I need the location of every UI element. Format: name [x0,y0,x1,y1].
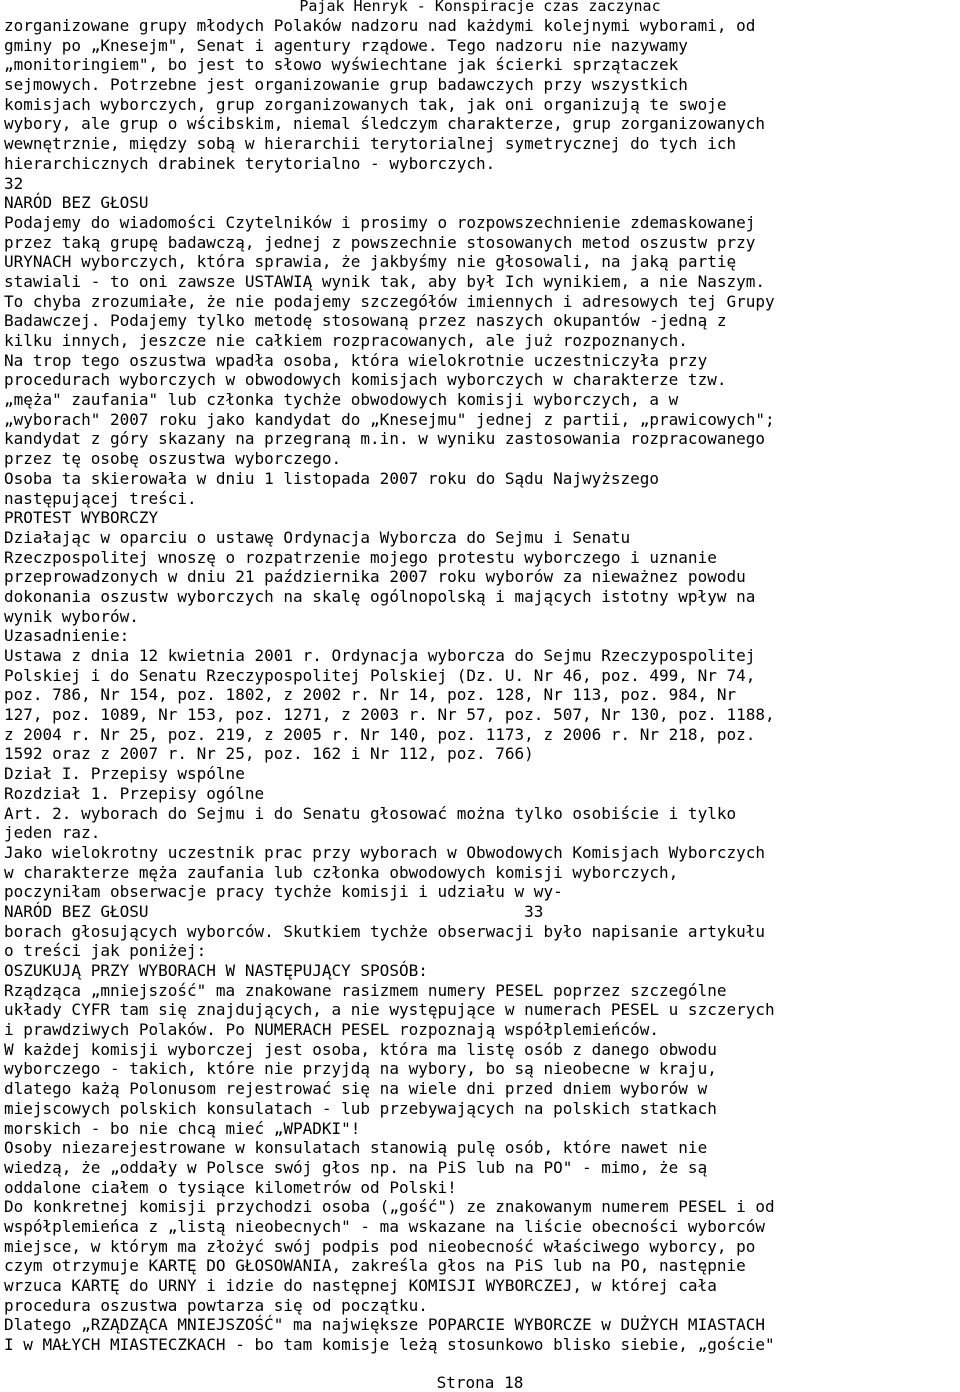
running-title: NARÓD BEZ GŁOSU [4,193,149,213]
text-line: borach głosujących wyborców. Skutkiem tychże obserwacji było napisanie artykułu [4,921,765,941]
text-line [4,1355,956,1375]
text-line: wiedzą, że „oddały w Polsce swój głos np. na PiS lub na PO" - mimo, że są [4,1157,708,1177]
text-line: 127, poz. 1089, Nr 153, poz. 1271, z 2003 r. Nr 57, poz. 507, Nr 130, poz. 1188, [4,705,775,725]
text-line: Rządząca „mniejszość" ma znakowane rasizmem numery PESEL poprzez szczególne [4,980,727,1000]
text-line: kandydat z góry skazany na przegraną m.in. w wyniku zastosowania rozpracowanego [4,429,765,449]
text-line: procedurach wyborczych w obwodowych komisjach wyborczych w charakterze tzw. [4,370,727,390]
text-line: o treści jak poniżej: [4,941,207,961]
text-line: następującej treści. [4,488,197,508]
text-line: „wyborach" 2007 roku jako kandydat do „Knesejmu" jednej z partii, „prawicowych"; [4,409,775,429]
text-line: Art. 2. wyborach do Sejmu i do Senatu głosować można tylko osobiście i tylko [4,803,737,823]
text-line: Osoby niezarejestrowane w konsulatach stanowią pulę osób, które nawet nie [4,1138,708,1158]
text-line: Dlatego „RZĄDZĄCA MNIEJSZOŚĆ" ma największe POPARCIE WYBORCZE w DUŻYCH MIASTACH [4,1315,765,1335]
text-line: wyborczego - takich, które nie przyjdą na wybory, bo są nieobecne w kraju, [4,1059,717,1079]
text-line: miejsce, w którym ma złożyć swój podpis pod nieobecność właściwego wyborcy, po [4,1236,756,1256]
text-line: przez tę osobę oszustwa wyborczego. [4,449,342,469]
text-line: komisjach wyborczych, grup zorganizowanych tak, jak oni organizują te swoje [4,94,727,114]
text-line: przez taką grupę badawczą, jednej z powszechnie stosowanych metod oszustw przy [4,232,756,252]
text-line: „monitoringiem", bo jest to słowo wyświechtane jak ścierki sprzątaczek [4,55,679,75]
text-line: URYNACH wyborczych, która sprawia, że jakbyśmy nie głosowali, na jaką partię [4,252,737,272]
text-line: wybory, ale grup o wścibskim, niemal śledczym charakterze, grup zorganizowanych [4,114,765,134]
text-line: dlatego każą Polonusom rejestrować się na wiele dni przed dniem wyborów w [4,1079,708,1099]
text-line: I w MAŁYCH MIASTECZKACH - bo tam komisje leżą stosunkowo blisko siebie, „goście" [4,1335,775,1355]
text-line: Jako wielokrotny uczestnik prac przy wyborach w Obwodowych Komisjach Wyborczych [4,842,765,862]
text-line: Osoba ta skierowała w dniu 1 listopada 2007 roku do Sądu Najwyższego [4,468,660,488]
text-line: morskich - bo nie chcą mieć „WPADKI"! [4,1118,361,1138]
text-line: Ustawa z dnia 12 kwietnia 2001 r. Ordynacja wyborcza do Sejmu Rzeczypospolitej [4,646,756,665]
text-line: procedura oszustwa powtarza się od początku. [4,1295,428,1315]
running-title: NARÓD BEZ GŁOSU 33 [4,901,544,921]
text-line: Działając w oparciu o ustawę Ordynacja Wyborcza do Sejmu i Senatu [4,527,631,547]
text-line: W każdej komisji wyborczej jest osoba, która ma listę osób z danego obwodu [4,1039,717,1059]
text-line: Podajemy do wiadomości Czytelników i prosimy o rozpowszechnienie zdemaskowanej [4,212,756,232]
text-line: czym otrzymuje KARTĘ DO GŁOSOWANIA, zakreśla głos na PiS lub na PO, następnie [4,1256,746,1276]
text-line: Rozdział 1. Przepisy ogólne [4,783,265,803]
text-line: miejscowych polskich konsulatach - lub przebywających na polskich statkach [4,1098,717,1118]
text-line: hierarchicznych drabinek terytorialno - wyborczych. [4,153,496,173]
text-line: oddalone ciałem o tysiące kilometrów od Polski! [4,1177,457,1197]
text-line: wynik wyborów. [4,606,139,626]
text-line: Rzeczpospolitej wnoszę o rozpatrzenie mojego protestu wyborczego i uznanie [4,547,717,567]
text-line: z 2004 r. Nr 25, poz. 219, z 2005 r. Nr 140, poz. 1173, z 2006 r. Nr 218, poz. [4,724,756,744]
text-line: To chyba zrozumiałe, że nie podajemy szczegółów imiennych i adresowych tej Grupy [4,291,775,311]
text-line: układy CYFR tam się znajdujących, a nie występujące w numerach PESEL u szczerych [4,1000,775,1020]
text-line: Badawczej. Podajemy tylko metodę stosowaną przez naszych okupantów -jedną z [4,311,727,331]
text-line: kilku innych, jeszcze nie całkiem rozpracowanych, ale już rozpoznanych. [4,331,688,350]
text-line: stawiali - to oni zawsze USTAWIĄ wynik tak, aby był Ich wynikiem, a nie Naszym. [4,271,765,291]
text-line: jeden raz. [4,823,101,843]
text-line: Dział I. Przepisy wspólne [4,764,245,784]
text-line: poczyniłam obserwacje pracy tychże komisji i udziału w wy- [4,882,563,902]
text-line: 1592 oraz z 2007 r. Nr 25, poz. 162 i Nr 112, poz. 766) [4,744,534,764]
document-body [4,16,956,1374]
text-line: Polskiej i do Senatu Rzeczypospolitej Polskiej (Dz. U. Nr 46, poz. 499, Nr 74, [4,665,756,685]
text-line: gminy po „Knesejm", Senat i agentury rządowe. Tego nadzoru nie nazywamy [4,35,688,55]
text-line: sejmowych. Potrzebne jest organizowanie grup badawczych przy wszystkich [4,75,688,95]
section-heading: OSZUKUJĄ PRZY WYBORACH W NASTĘPUJĄCY SPOSÓB: [4,961,428,980]
text-line: „męża" zaufania" lub członka tychże obwodowych komisji wyborczych, a w [4,390,679,410]
text-line: współplemieńca z „listą nieobecnych" - ma wskazane na liście obecności wyborców [4,1216,765,1236]
text-line: zorganizowane grupy młodych Polaków nadzoru nad każdymi kolejnymi wyborami, od [4,16,756,35]
text-line: w charakterze męża zaufania lub członka obwodowych komisji wyborczych, [4,862,679,882]
text-line: Na trop tego oszustwa wpadła osoba, która wielokrotnie uczestniczyła przy [4,350,708,370]
text-line: dokonania oszustw wyborczych na skalę ogólnopolską i mających istotny wpływ na [4,586,756,606]
text-line: przeprowadzonych w dniu 21 października 2007 roku wyborów za nieważnez powodu [4,567,746,587]
page-number-marker: 32 [4,173,24,193]
page-header: Pajak Henryk - Konspiracje czas zaczynac [299,0,661,15]
page-footer: Strona 18 [436,1373,524,1392]
text-line: wewnętrznie, między sobą w hierarchii terytorialnej symetrycznej do tych ich [4,134,737,154]
text-line: poz. 786, Nr 154, poz. 1802, z 2002 r. Nr 14, poz. 128, Nr 113, poz. 984, Nr [4,685,737,705]
text-line: Do konkretnej komisji przychodzi osoba („gość") ze znakowanym numerem PESEL i od [4,1197,775,1217]
section-heading: PROTEST WYBORCZY [4,508,159,528]
text-line: wrzuca KARTĘ do URNY i idzie do następnej KOMISJI WYBORCZEJ, w której cała [4,1276,717,1295]
text-line: i prawdziwych Polaków. Po NUMERACH PESEL rozpoznają współplemieńców. [4,1020,660,1040]
section-heading: Uzasadnienie: [4,626,130,646]
